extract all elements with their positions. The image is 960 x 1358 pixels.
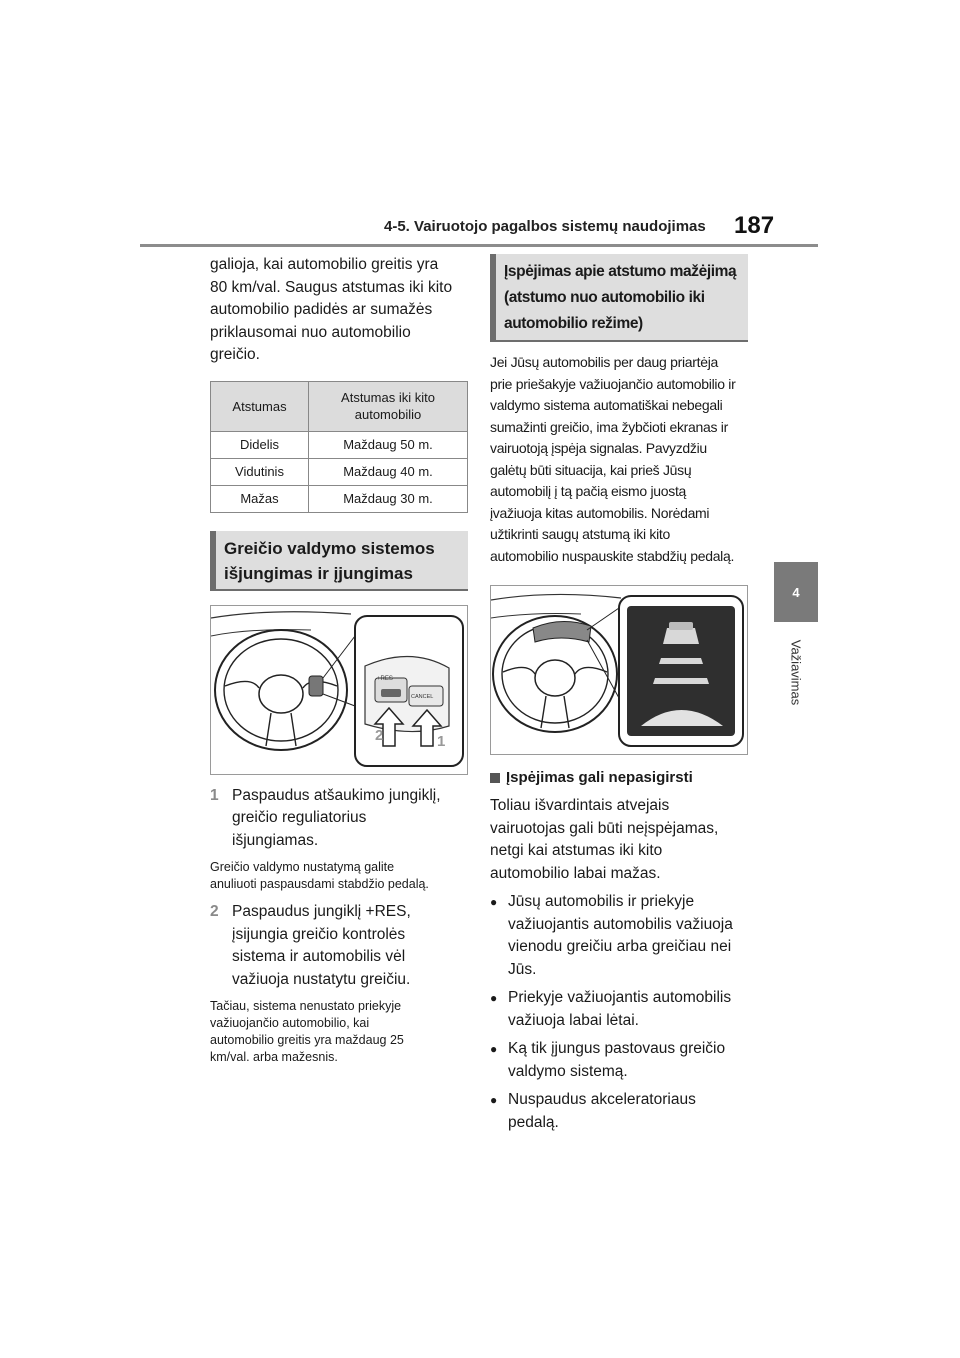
steering-wheel-switch-figure <box>210 605 468 775</box>
table-header-row <box>211 381 468 431</box>
bullet-dot-icon: ● <box>490 1042 498 1056</box>
square-bullet-icon <box>490 773 500 783</box>
table-row: Mažas Maždaug 30 m. <box>211 485 468 512</box>
list-item: ● Ką tik įjungus pastovaus greičio valdymo sistemą. <box>490 1038 748 1083</box>
distance-table <box>210 381 468 513</box>
step-number: 2 <box>210 903 219 920</box>
chapter-number: 4 <box>792 584 800 600</box>
table-row: Vidutinis Maždaug 40 m. <box>211 458 468 485</box>
distance-warning-heading: Įspėjimas apie atstumo mažėjimą (atstumo nuo automobilio iki automobilio režime) <box>490 254 748 342</box>
distance-warning-paragraph: Jei Jūsų automobilis per daug priartėja prie priešakyje važiuojančio automobilio ir valdymo sistema automatiškai nebegali sumažinti greičio, ima žybčioti ekranas ir vairuotoją įspėja signalas. Pavyzdžiu galėtų būti situacija, kai prieš Jūsų automobilį į tą pačią eismo juostą įvažiuoja kitas automobilis. Norėdami užtikrinti saugų atstumą iki kito automobilio nuspauskite stabdžių pedalą. <box>490 354 736 564</box>
page-number: 187 <box>734 212 775 239</box>
cruise-control-toggle-heading: Greičio valdymo sistemos išjungimas ir įjungimas <box>210 531 468 591</box>
list-item: ● Nuspaudus akceleratoriaus pedalą. <box>490 1089 748 1134</box>
distance-warning-display-figure <box>490 585 748 755</box>
step-resume: 2 Paspaudus jungiklį +RES, įsijungia greičio kontrolės sistema ir automobilis vėl važiuoja nustatytu greičiu. <box>210 901 468 991</box>
list-item: ● Jūsų automobilis ir priekyje važiuojantis automobilis važiuoja vienodu greičiu arba greičiau nei Jūs. <box>490 891 748 981</box>
left-column <box>210 254 468 1066</box>
list-item: ● Priekyje važiuojantis automobilis važiuoja labai lėtai. <box>490 987 748 1032</box>
chapter-label <box>782 632 810 712</box>
cancel-switch-label: CANCEL <box>411 693 434 700</box>
res-switch-label: +RES <box>377 675 393 682</box>
chapter-name: Važiavimas <box>788 639 804 705</box>
step-resume-note: Tačiau, sistema nenustato priekyje važiuojančio automobilio, kai automobilio greitis yra maždaug 25 km/val. arba mažesnis. <box>210 999 404 1064</box>
warning-display-illustration <box>491 586 747 754</box>
right-column <box>490 254 748 1134</box>
table-header-gap: Atstumas iki kito automobilio <box>309 381 468 431</box>
step-number: 1 <box>210 786 219 804</box>
callout-2: 2 <box>375 726 384 744</box>
table-header-distance: Atstumas <box>211 381 309 431</box>
bullet-dot-icon: ● <box>490 991 498 1005</box>
header-section-title: 4-5. Vairuotojo pagalbos sistemų naudojimas <box>384 218 706 235</box>
steering-wheel-illustration <box>211 606 467 774</box>
chapter-tab <box>774 562 818 622</box>
table-row: Didelis Maždaug 50 m. <box>211 431 468 458</box>
bullet-dot-icon: ● <box>490 895 498 909</box>
step-cancel: 1 Paspaudus atšaukimo jungiklį, greičio reguliatorius išjungiamas. <box>210 785 468 853</box>
intro-paragraph: galioja, kai automobilio greitis yra 80 km/val. Saugus atstumas iki kito automobilio padidės ar sumažės priklausomai nuo automobilio greičio. <box>210 256 453 363</box>
callout-1: 1 <box>437 732 446 750</box>
warning-may-not-sound-heading: Įspėjimas gali nepasigirsti <box>490 767 748 789</box>
bullet-dot-icon: ● <box>490 1093 498 1107</box>
warning-conditions-intro: Toliau išvardintais atvejais vairuotojas gali būti neįspėjamas, netgi kai atstumas iki kito automobilio labai mažas. <box>490 797 719 882</box>
step-cancel-note: Greičio valdymo nustatymą galite anuliuoti paspausdami stabdžio pedalą. <box>210 860 429 891</box>
header-rule <box>140 244 818 247</box>
